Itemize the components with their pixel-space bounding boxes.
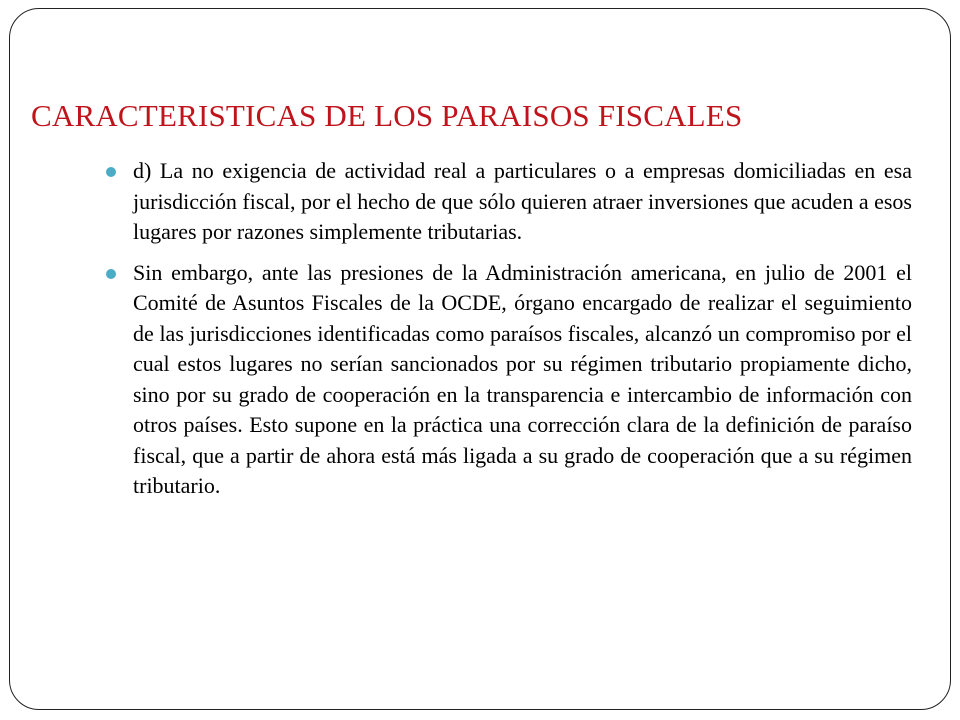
list-item	[133, 156, 912, 248]
bullet-list	[133, 156, 912, 512]
bullet-dot-icon	[106, 167, 116, 177]
list-item	[133, 258, 912, 502]
slide-title: CARACTERISTICAS DE LOS PARAISOS FISCALES	[31, 98, 743, 133]
bullet-text: Sin embargo, ante las presiones de la Administración americana, en julio de 2001 el Comité de Asuntos Fiscales de la OCDE, órgano encargado de realizar el seguimiento de las jurisdicciones identificadas como paraísos fiscales, alcanzó un compromiso por el cual estos lugares no serían sancionados por su régimen tributario propiamente dicho, sino por su grado de cooperación en la transparencia e intercambio de información con otros países. Esto supone en la práctica una corrección clara de la definición de paraíso fiscal, que a partir de ahora está más ligada a su grado de cooperación que a su régimen tributario.	[133, 259, 912, 498]
bullet-text: d) La no exigencia de actividad real a particulares o a empresas domiciliadas en esa jurisdicción fiscal, por el hecho de que sólo quieren atraer inversiones que acuden a esos lugares por razones simplemente tributarias.	[133, 158, 912, 244]
bullet-dot-icon	[106, 269, 116, 279]
